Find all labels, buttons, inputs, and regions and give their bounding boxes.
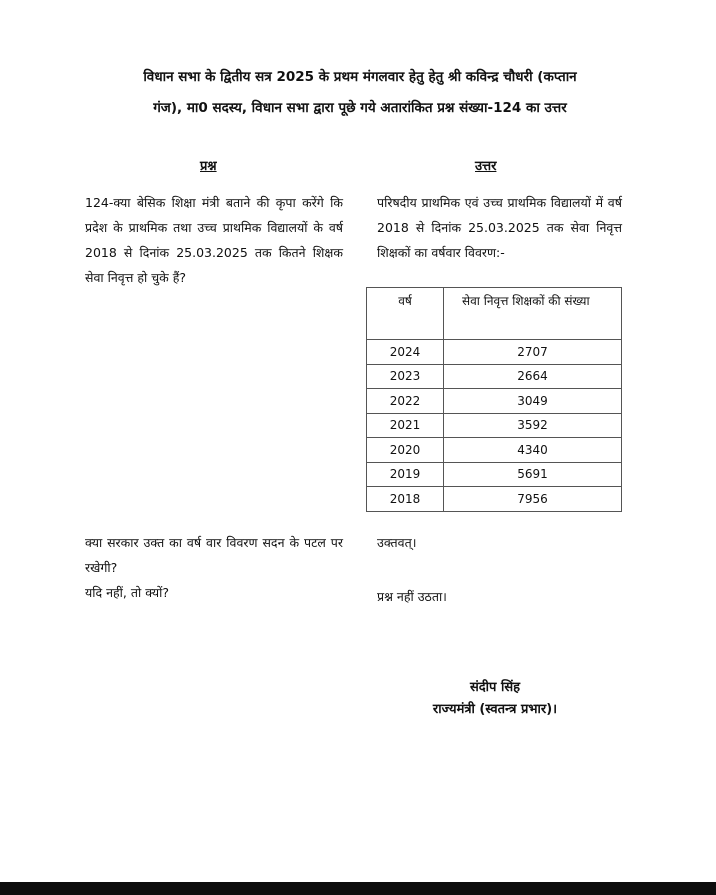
count-column-header: सेवा निवृत्त शिक्षकों की संख्या bbox=[444, 288, 622, 340]
year-cell: 2021 bbox=[367, 413, 444, 438]
answer-2-line-1: उक्तवत्। bbox=[377, 535, 417, 550]
question-1-text: 124-क्या बेसिक शिक्षा मंत्री बताने की कृपा करेंगे कि प्रदेश के प्राथमिक तथा उच्च प्राथमिक विद्यालयों के वर्ष 2018 से दिनांक 25.03.2025 तक कितने शिक्षक सेवा निवृत्त हो चुके हैं? bbox=[85, 195, 343, 285]
year-cell: 2022 bbox=[367, 389, 444, 414]
count-cell: 2707 bbox=[444, 340, 622, 365]
count-cell: 4340 bbox=[444, 438, 622, 463]
answer-2-line-2: प्रश्न नहीं उठता। bbox=[377, 589, 447, 604]
year-cell: 2024 bbox=[367, 340, 444, 365]
question-2-line-2: यदि नहीं, तो क्यों? bbox=[85, 585, 170, 600]
question-column-heading: प्रश्न bbox=[200, 159, 217, 174]
document-heading bbox=[92, 62, 628, 124]
heading-line-2: गंज), मा0 सदस्य, विधान सभा द्वारा पूछे गये अतारांकित प्रश्न संख्या-124 का उत्तर bbox=[153, 100, 567, 116]
answer-1-intro: परिषदीय प्राथमिक एवं उच्च प्राथमिक विद्यालयों में वर्ष 2018 से दिनांक 25.03.2025 तक सेवा निवृत्त शिक्षकों का वर्षवार विवरण:- bbox=[377, 195, 622, 260]
year-cell: 2019 bbox=[367, 462, 444, 487]
answer-column-heading: उत्तर bbox=[475, 159, 497, 174]
table-header-row bbox=[367, 288, 622, 340]
bottom-dark-bar bbox=[0, 882, 716, 895]
year-cell: 2023 bbox=[367, 364, 444, 389]
table-row bbox=[367, 462, 622, 487]
table-row bbox=[367, 340, 622, 365]
count-cell: 5691 bbox=[444, 462, 622, 487]
heading-line-1: विधान सभा के द्वितीय सत्र 2025 के प्रथम मंगलवार हेतु हेतु श्री कविन्द्र चौधरी (कप्तान bbox=[143, 69, 577, 85]
table-row bbox=[367, 389, 622, 414]
year-cell: 2018 bbox=[367, 487, 444, 512]
retirement-table bbox=[366, 287, 622, 512]
signatory-title: राज्यमंत्री (स्वतन्त्र प्रभार)। bbox=[432, 702, 558, 717]
count-cell: 3049 bbox=[444, 389, 622, 414]
question-2-text bbox=[85, 530, 343, 605]
table-row bbox=[367, 438, 622, 463]
count-cell: 7956 bbox=[444, 487, 622, 512]
table-row bbox=[367, 413, 622, 438]
count-cell: 3592 bbox=[444, 413, 622, 438]
year-cell: 2020 bbox=[367, 438, 444, 463]
signatory-name: संदीप सिंह bbox=[469, 680, 521, 695]
count-cell: 2664 bbox=[444, 364, 622, 389]
table-row bbox=[367, 487, 622, 512]
table-row bbox=[367, 364, 622, 389]
year-column-header: वर्ष bbox=[367, 288, 444, 340]
question-2-line-1: क्या सरकार उक्त का वर्ष वार विवरण सदन के पटल पर रखेगी? bbox=[85, 535, 343, 575]
